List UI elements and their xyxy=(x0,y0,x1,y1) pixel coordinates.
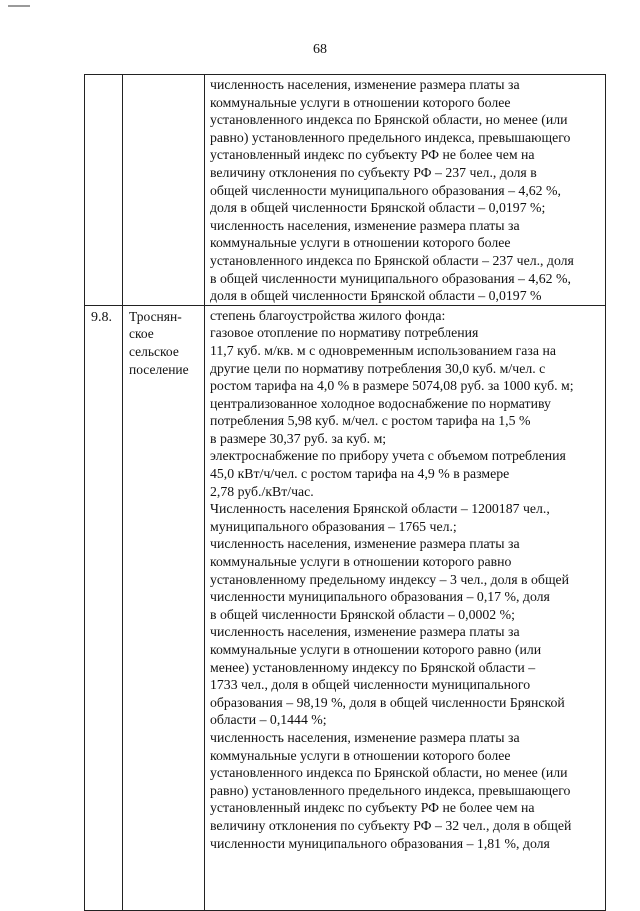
text-line: численность населения, изменение размера платы за xyxy=(210,729,520,745)
text-line: численности муниципального образования – 0,17 %, доля xyxy=(210,589,550,605)
text-line: установленного индекса по Брянской области, но менее (или xyxy=(210,112,568,128)
settlement-name-line: Троснян- xyxy=(129,308,182,324)
text-line: величину отклонения по субъекту РФ – 237 чел., доля в xyxy=(210,164,537,180)
table-row xyxy=(85,75,606,306)
text-line: Численность населения Брянской области – 1200187 чел., xyxy=(210,501,550,517)
row-description-cell xyxy=(205,305,606,910)
text-line: коммунальные услуги в отношении которого более xyxy=(210,747,511,763)
text-line: потребления 5,98 куб. м/чел. с ростом тарифа на 1,5 % xyxy=(210,413,531,429)
text-line: 45,0 кВт/ч/чел. с ростом тарифа на 4,9 % в размере xyxy=(210,466,510,482)
text-line: коммунальные услуги в отношении которого более xyxy=(210,94,511,110)
text-line: образования – 98,19 %, доля в общей численности Брянской xyxy=(210,694,565,710)
text-line: в общей численности муниципального образования – 4,62 %, xyxy=(210,270,571,286)
text-line: численности муниципального образования – 1,81 %, доля xyxy=(210,835,550,851)
text-line: области – 0,1444 %; xyxy=(210,712,327,728)
text-line: величину отклонения по субъекту РФ – 32 чел., доля в общей xyxy=(210,817,572,833)
text-line: равно) установленного предельного индекса, превышающего xyxy=(210,782,571,798)
text-line: централизованное холодное водоснабжение по нормативу xyxy=(210,395,551,411)
text-line: установленного индекса по Брянской области, но менее (или xyxy=(210,765,568,781)
text-line: в общей численности Брянской области – 0,0002 %; xyxy=(210,606,515,622)
text-line: коммунальные услуги в отношении которого равно xyxy=(210,554,512,570)
text-line: степень благоустройства жилого фонда: xyxy=(210,307,446,323)
row-name-cell xyxy=(123,305,205,910)
text-line: установленный индекс по субъекту РФ не более чем на xyxy=(210,147,535,163)
row-description-cell xyxy=(205,75,606,306)
row-number-cell xyxy=(85,75,123,306)
text-line: муниципального образования – 1765 чел.; xyxy=(210,518,457,534)
row-name-cell xyxy=(123,75,205,306)
text-line: установленный индекс по субъекту РФ не более чем на xyxy=(210,800,535,816)
text-line: электроснабжение по прибору учета с объемом потребления xyxy=(210,448,566,464)
text-line: равно) установленного предельного индекса, превышающего xyxy=(210,129,571,145)
text-line: доля в общей численности Брянской области – 0,0197 % xyxy=(210,288,542,304)
text-line: численность населения, изменение размера платы за xyxy=(210,624,520,640)
text-line: 11,7 куб. м/кв. м с одновременным использованием газа на xyxy=(210,342,556,358)
document-table xyxy=(84,74,606,911)
text-line: в размере 30,37 руб. за куб. м; xyxy=(210,430,387,446)
settlement-name-line: поселение xyxy=(129,361,189,377)
text-line: ростом тарифа на 4,0 % в размере 5074,08 руб. за 1000 куб. м; xyxy=(210,378,574,394)
text-line: численность населения, изменение размера платы за xyxy=(210,77,520,92)
text-line: доля в общей численности Брянской области – 0,0197 %; xyxy=(210,200,546,216)
text-line: 2,78 руб./кВт/час. xyxy=(210,483,314,499)
settlement-name-line: ское xyxy=(129,326,154,342)
page-number: 68 xyxy=(313,42,327,57)
text-line: менее) установленному индексу по Брянской области – xyxy=(210,659,536,675)
text-line: численность населения, изменение размера платы за xyxy=(210,217,520,233)
scan-corner-mark xyxy=(8,5,30,7)
text-line: установленному предельному индексу – 3 чел., доля в общей xyxy=(210,571,570,587)
row-number-cell: 9.8. xyxy=(85,305,123,910)
text-line: коммунальные услуги в отношении которого равно (или xyxy=(210,642,542,657)
settlement-name-line: сельское xyxy=(129,343,179,359)
text-line: численность населения, изменение размера платы за xyxy=(210,536,520,552)
text-line: коммунальные услуги в отношении которого более xyxy=(210,235,511,251)
text-line: установленного индекса по Брянской области – 237 чел., доля xyxy=(210,252,574,268)
text-line: 1733 чел., доля в общей численности муниципального xyxy=(210,677,531,693)
table-row xyxy=(85,305,606,910)
text-line: газовое отопление по нормативу потребления xyxy=(210,325,479,341)
text-line: другие цели по нормативу потребления 30,0 куб. м/чел. с xyxy=(210,360,546,376)
text-line: общей численности муниципального образования – 4,62 %, xyxy=(210,182,561,198)
